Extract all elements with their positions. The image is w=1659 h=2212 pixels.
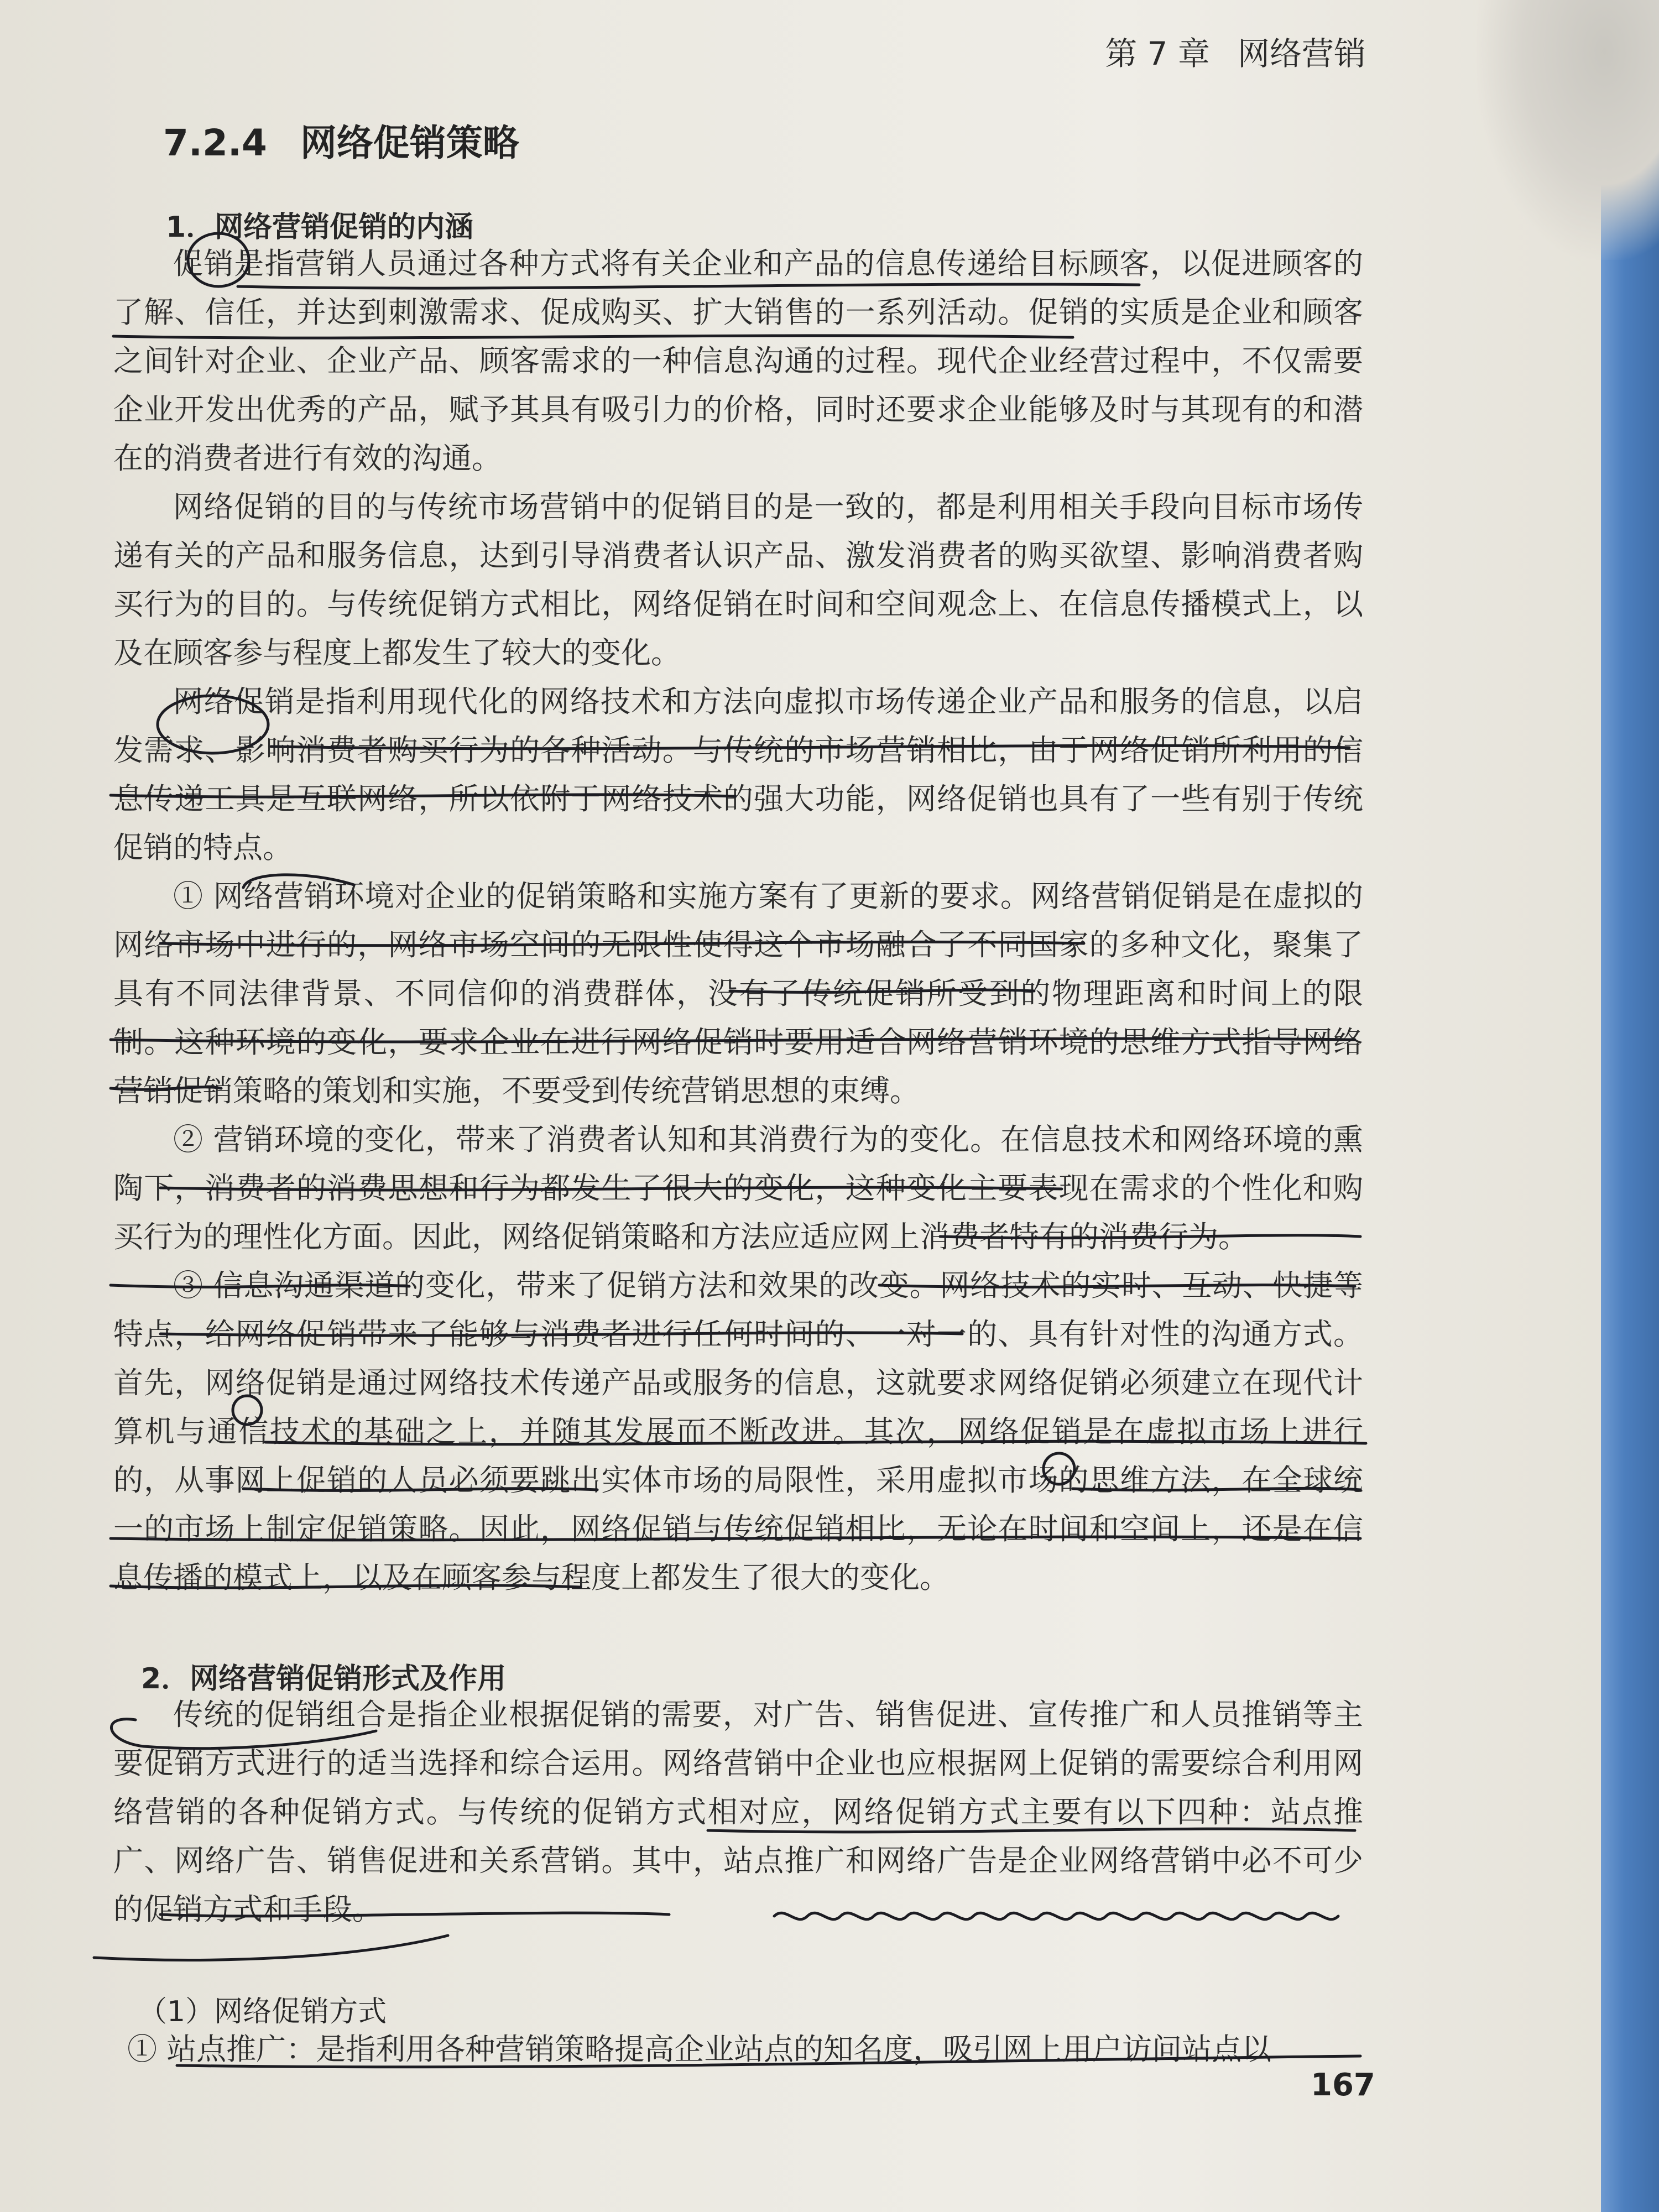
paragraph-promotion-mix: 传统的促销组合是指企业根据促销的需要，对广告、销售促进、宣传推广和人员推销等主要促销方式进行的适当选择和综合运用。网络营销中企业也应根据网上促销的需要综合利用网络营销的各种促销方式。与传统的促销方式相对应，网络促销方式主要有以下四种：站点推广、网络广告、销售促进和关系营销。其中，站点推广和网络广告是企业网络营销中必不可少的促销方式和手段。	[113, 1697, 1363, 1927]
corner-decoration	[1477, 0, 1659, 260]
running-header	[1105, 28, 1366, 74]
chapter-title: 网络营销	[1237, 35, 1366, 72]
subheading-1: 1．网络营销促销的内涵	[166, 211, 474, 244]
section-number: 7.2.4	[163, 122, 267, 164]
chapter-number: 第 7 章	[1105, 35, 1210, 72]
section-heading: 网络促销策略	[300, 122, 519, 164]
paragraph-point-2: ② 营销环境的变化，带来了消费者认知和其消费行为的变化。在信息技术和网络环境的熏陶下，消费者的消费思想和行为都发生了很大的变化，这种变化主要表现在需求的个性化和购买行为的理性化方面。因此，网络促销策略和方法应适应网上消费者特有的消费行为。	[113, 1122, 1363, 1254]
paragraph-point-3: ③ 信息沟通渠道的变化，带来了促销方法和效果的改变。网络技术的实时、互动、快捷等特点，给网络促销带来了能够与消费者进行任何时间的、一对一的、具有针对性的沟通方式。首先，网络促销是通过网络技术传递产品或服务的信息，这就要求网络促销必须建立在现代计算机与通信技术的基础之上，并随其发展而不断改进。其次，网络促销是在虚拟市场上进行的，从事网上促销的人员必须要跳出实体市场的局限性，采用虚拟市场的思维方法，在全球统一的市场上制定促销策略。因此，网络促销与传统促销相比，无论在时间和空间上，还是在信息传播的模式上，以及在顾客参与程度上都发生了很大的变化。	[113, 1268, 1363, 1595]
paragraph-site-promotion: ① 站点推广：是指利用各种营销策略提高企业站点的知名度，吸引网上用户访问站点以	[127, 2032, 1272, 2067]
subheading-3: （1）网络促销方式	[138, 1995, 387, 2028]
subheading-2: 2．网络营销促销形式及作用	[141, 1662, 507, 1695]
paragraph-purpose: 网络促销的目的与传统市场营销中的促销目的是一致的，都是利用相关手段向目标市场传递有关的产品和服务信息，达到引导消费者认识产品、激发消费者的购买欲望、影响消费者购买行为的目的。与传统促销方式相比，网络促销在时间和空间观念上、在信息传播模式上，以及在顾客参与程度上都发生了较大的变化。	[113, 489, 1363, 670]
section-title	[163, 113, 519, 166]
paragraph-online-promotion-definition: 网络促销是指利用现代化的网络技术和方法向虚拟市场传递企业产品和服务的信息，以启发需求、影响消费者购买行为的各种活动。与传统的市场营销相比，由于网络促销所利用的信息传递工具是互联网络，所以依附于网络技术的强大功能，网络促销也具有了一些有别于传统促销的特点。	[113, 684, 1363, 865]
book-cover-edge	[1601, 0, 1659, 2212]
paragraph-promotion-definition: 促销是指营销人员通过各种方式将有关企业和产品的信息传递给目标顾客，以促进顾客的了解、信任，并达到刺激需求、促成购买、扩大销售的一系列活动。促销的实质是企业和顾客之间针对企业、企业产品、顾客需求的一种信息沟通的过程。现代企业经营过程中，不仅需要企业开发出优秀的产品，赋予其具有吸引力的价格，同时还要求企业能够及时与其现有的和潜在的消费者进行有效的沟通。	[113, 246, 1363, 476]
page-number: 167	[1311, 2067, 1375, 2103]
paragraph-point-1: ① 网络营销环境对企业的促销策略和实施方案有了更新的要求。网络营销促销是在虚拟的网络市场中进行的，网络市场空间的无限性使得这个市场融合了不同国家的多种文化，聚集了具有不同法律背景、不同信仰的消费群体，没有了传统促销所受到的物理距离和时间上的限制。这种环境的变化，要求企业在进行网络促销时要用适合网络营销环境的思维方式指导网络营销促销策略的策划和实施，不要受到传统营销思想的束缚。	[113, 879, 1363, 1108]
